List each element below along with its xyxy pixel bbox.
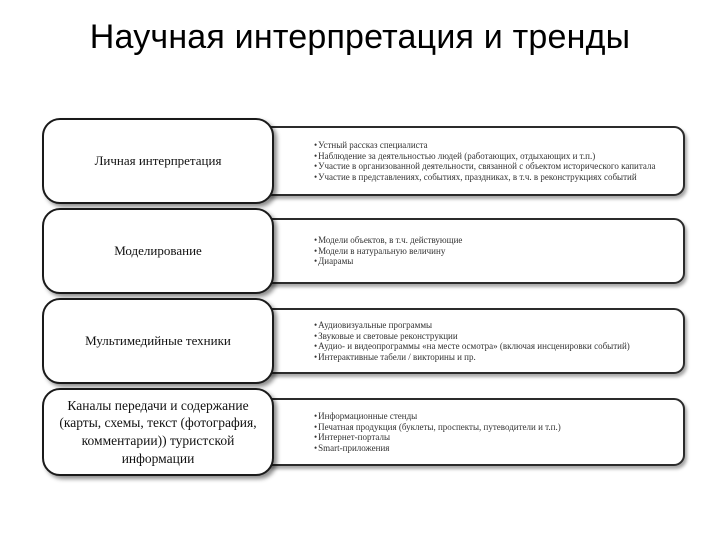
bullet-item: • Диарамы [314,256,675,267]
detail-box [260,218,685,284]
row-multimedia [40,298,685,384]
category-label: Личная интерпретация [42,118,274,204]
category-label: Мультимедийные техники [42,298,274,384]
bullet-item: • Интернет-порталы [314,432,675,443]
category-label: Моделирование [42,208,274,294]
bullet-item: • Модели объектов, в т.ч. действующие [314,235,675,246]
detail-box [260,126,685,196]
bullet-item: • Модели в натуральную величину [314,246,675,257]
bullet-item: • Печатная продукция (буклеты, проспекты, путеводители и т.п.) [314,422,675,433]
bullet-item: • Звуковые и световые реконструкции [314,331,675,342]
row-channels [40,388,685,476]
row-modeling [40,208,685,294]
bullet-item: • Участие в представлениях, событиях, праздниках, в т.ч. в реконструкциях событий [314,172,675,183]
bullet-item: • Smart-приложения [314,443,675,454]
bullet-item: • Участие в организованной деятельности, связанной с объектом исторического капитала [314,161,675,172]
category-label: Каналы передачи и содержание (карты, схемы, текст (фотография, комментарии)) туристской информации [42,388,274,476]
bullet-item: • Аудиовизуальные программы [314,320,675,331]
slide-title: Научная интерпретация и тренды [89,18,631,56]
bullet-item: • Устный рассказ специалиста [314,140,675,151]
bullet-item: • Информационные стенды [314,411,675,422]
detail-box [260,398,685,466]
row-personal-interpretation [40,118,685,204]
bullet-item: • Интерактивные табели / викторины и пр. [314,352,675,363]
detail-box [260,308,685,374]
bullet-item: • Наблюдение за деятельностью людей (работающих, отдыхающих и т.п.) [314,151,675,162]
bullet-item: • Аудио- и видеопрограммы «на месте осмотра» (включая инсценировки событий) [314,341,675,352]
